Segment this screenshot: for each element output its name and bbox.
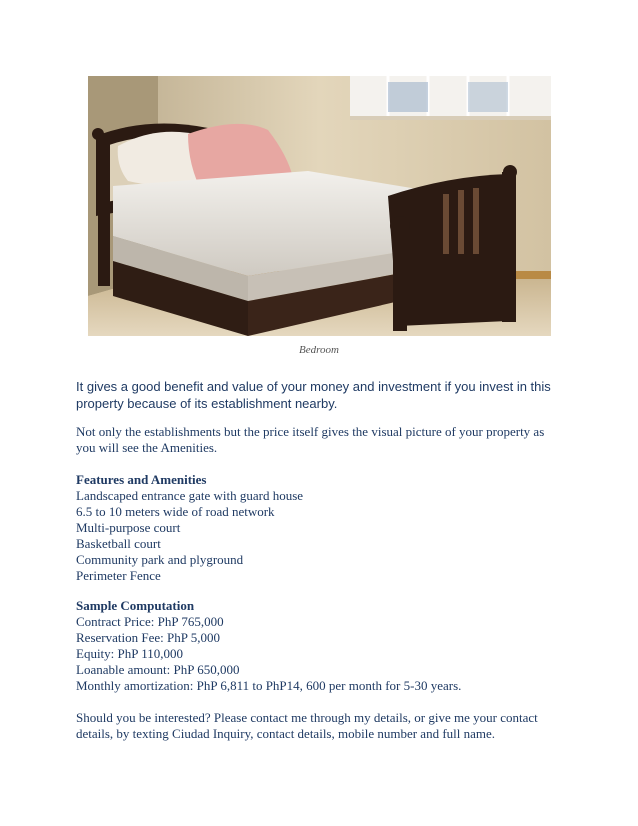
features-section (76, 472, 566, 584)
feature-item: Basketball court (76, 536, 161, 551)
amenities-intro-paragraph (76, 424, 556, 456)
computation-heading: Sample Computation (76, 598, 195, 613)
computation-item: Monthly amortization: PhP 6,811 to PhP14, 600 per month for 5-30 years. (76, 678, 462, 693)
bedroom-photo (88, 76, 551, 336)
feature-item: Perimeter Fence (76, 568, 161, 583)
computation-item: Loanable amount: PhP 650,000 (76, 662, 240, 677)
amenities-intro-text: Not only the establishments but the price itself gives the visual picture of your property as you will see the Amenities. (76, 424, 545, 455)
intro-paragraph (76, 378, 566, 412)
contact-paragraph (76, 710, 568, 742)
intro-text: It gives a good benefit and value of your money and investment if you invest in this property because of its establishment nearby. (76, 379, 551, 411)
feature-item: Multi-purpose court (76, 520, 181, 535)
feature-item: Community park and plyground (76, 552, 244, 567)
features-heading: Features and Amenities (76, 472, 207, 487)
contact-text: Should you be interested? Please contact me through my details, or give me your contact details, by texting Ciudad Inquiry, contact details, mobile number and full name. (76, 710, 538, 741)
computation-item: Equity: PhP 110,000 (76, 646, 184, 661)
computation-item: Contract Price: PhP 765,000 (76, 614, 224, 629)
computation-item: Reservation Fee: PhP 5,000 (76, 630, 220, 645)
feature-item: 6.5 to 10 meters wide of road network (76, 504, 275, 519)
image-caption: Bedroom (299, 344, 339, 356)
bedroom-illustration (88, 76, 551, 336)
feature-item: Landscaped entrance gate with guard house (76, 488, 304, 503)
computation-section (76, 598, 566, 694)
